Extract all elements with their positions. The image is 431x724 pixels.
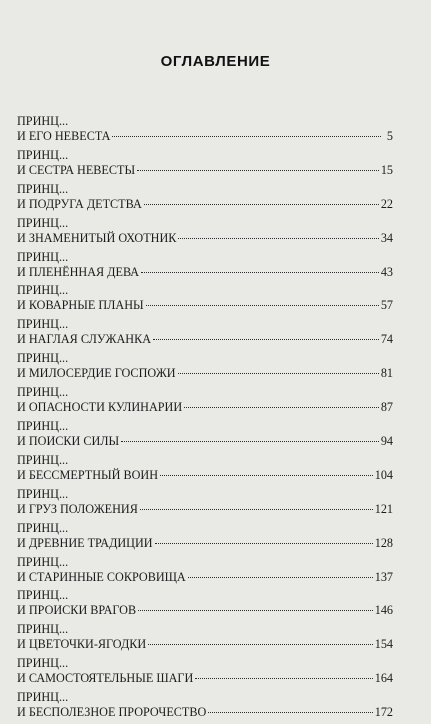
dot-leader	[155, 543, 373, 544]
entry-title-row	[17, 366, 393, 381]
entry-prefix: ПРИНЦ...	[17, 588, 69, 603]
entry-title-row	[17, 197, 393, 212]
page-number: 94	[380, 434, 393, 449]
entry-title-row	[17, 129, 393, 144]
table-of-contents	[17, 114, 393, 724]
entry-title: И ОПАСНОСТИ КУЛИНАРИИ	[17, 400, 183, 415]
entry-title: И СЕСТРА НЕВЕСТЫ	[17, 162, 136, 177]
entry-title: И БЕССМЕРТНЫЙ ВОИН	[17, 467, 159, 482]
toc-entry	[17, 622, 393, 656]
page-number: 164	[374, 671, 393, 686]
entry-prefix: ПРИНЦ...	[17, 452, 69, 467]
page-number: 22	[380, 196, 393, 211]
page-number: 172	[374, 705, 393, 720]
page-number: 104	[374, 467, 393, 482]
toc-entry	[17, 419, 393, 453]
entry-prefix: ПРИНЦ...	[17, 690, 69, 705]
entry-prefix: ПРИНЦ...	[17, 249, 69, 264]
entry-prefix: ПРИНЦ...	[17, 114, 69, 128]
page-number: 43	[380, 264, 393, 279]
toc-entry	[17, 114, 393, 148]
dot-leader	[146, 305, 379, 306]
entry-title-row	[17, 400, 393, 415]
dot-leader	[160, 475, 373, 476]
entry-title-row	[17, 298, 393, 313]
entry-title: И КОВАРНЫЕ ПЛАНЫ	[17, 298, 144, 313]
page-number: 74	[380, 332, 393, 347]
toc-entry	[17, 250, 393, 284]
dot-leader	[184, 407, 379, 408]
page-number: 5	[386, 129, 393, 143]
toc-entry	[17, 555, 393, 589]
entry-title: И СТАРИННЫЕ СОКРОВИЩА	[17, 569, 186, 584]
dot-leader	[178, 373, 379, 374]
entry-title: И ЦВЕТОЧКИ-ЯГОДКИ	[17, 637, 147, 652]
entry-prefix: ПРИНЦ...	[17, 554, 69, 569]
entry-title-row	[17, 502, 393, 517]
dot-leader	[148, 644, 372, 645]
entry-title-row	[17, 671, 393, 686]
toc-entry	[17, 148, 393, 182]
page-number: 146	[374, 603, 393, 618]
entry-title: И ПЛЕНЁННАЯ ДЕВА	[17, 264, 140, 279]
entry-title-row	[17, 468, 393, 483]
page-number: 87	[380, 400, 393, 415]
entry-prefix: ПРИНЦ...	[17, 317, 69, 332]
toc-entry	[17, 521, 393, 555]
page-number: 128	[374, 535, 393, 550]
toc-entry	[17, 216, 393, 250]
entry-title: И ПОДРУГА ДЕТСТВА	[17, 196, 142, 211]
entry-title-row	[17, 265, 393, 280]
entry-title: И ЗНАМЕНИТЫЙ ОХОТНИК	[17, 230, 177, 245]
entry-title-row	[17, 603, 393, 618]
dot-leader	[195, 678, 372, 679]
entry-title-row	[17, 332, 393, 347]
entry-prefix: ПРИНЦ...	[17, 419, 69, 434]
dot-leader	[112, 136, 381, 137]
entry-title: И ДРЕВНИЕ ТРАДИЦИИ	[17, 535, 153, 550]
entry-prefix: ПРИНЦ...	[17, 215, 69, 230]
toc-entry	[17, 351, 393, 385]
toc-entry	[17, 283, 393, 317]
entry-prefix: ПРИНЦ...	[17, 351, 69, 366]
page-number: 34	[380, 230, 393, 245]
entry-title: И БЕСПОЛЕЗНОЕ ПРОРОЧЕСТВО	[17, 705, 207, 720]
dot-leader	[121, 441, 379, 442]
toc-entry	[17, 588, 393, 622]
entry-title-row	[17, 536, 393, 551]
toc-entry	[17, 182, 393, 216]
toc-entry	[17, 656, 393, 690]
dot-leader	[153, 339, 379, 340]
entry-title-row	[17, 570, 393, 585]
entry-prefix: ПРИНЦ...	[17, 147, 69, 162]
entry-prefix: ПРИНЦ...	[17, 486, 69, 501]
entry-prefix: ПРИНЦ...	[17, 520, 69, 535]
page-number: 15	[380, 162, 393, 177]
toc-entry	[17, 487, 393, 521]
dot-leader	[144, 204, 379, 205]
entry-title-row	[17, 231, 393, 246]
entry-title: И ПРОИСКИ ВРАГОВ	[17, 603, 137, 618]
entry-title-row	[17, 163, 393, 178]
page-number: 137	[374, 569, 393, 584]
page-number: 57	[380, 298, 393, 313]
dot-leader	[208, 712, 372, 713]
entry-title: И ЕГО НЕВЕСТА	[17, 129, 111, 143]
entry-title: И ПОИСКИ СИЛЫ	[17, 434, 120, 449]
entry-title: И ГРУЗ ПОЛОЖЕНИЯ	[17, 501, 138, 516]
toc-entry	[17, 690, 393, 724]
page-number: 81	[380, 366, 393, 381]
toc-entry	[17, 385, 393, 419]
entry-prefix: ПРИНЦ...	[17, 283, 69, 298]
dot-leader	[141, 272, 379, 273]
dot-leader	[178, 238, 378, 239]
page-number: 154	[374, 637, 393, 652]
entry-prefix: ПРИНЦ...	[17, 181, 69, 196]
entry-title-row	[17, 637, 393, 652]
page-number: 121	[374, 501, 393, 516]
entry-prefix: ПРИНЦ...	[17, 385, 69, 400]
toc-entry	[17, 453, 393, 487]
dot-leader	[188, 577, 373, 578]
dot-leader	[138, 610, 373, 611]
entry-title: И МИЛОСЕРДИЕ ГОСПОЖИ	[17, 366, 176, 381]
dot-leader	[137, 170, 379, 171]
entry-prefix: ПРИНЦ...	[17, 622, 69, 637]
entry-prefix: ПРИНЦ...	[17, 656, 69, 671]
dot-leader	[140, 509, 373, 510]
page-title: ОГЛАВЛЕНИЕ	[160, 53, 271, 70]
entry-title-row	[17, 434, 393, 449]
toc-entry	[17, 317, 393, 351]
entry-title: И НАГЛАЯ СЛУЖАНКА	[17, 332, 151, 347]
entry-title: И САМОСТОЯТЕЛЬНЫЕ ШАГИ	[17, 671, 194, 686]
